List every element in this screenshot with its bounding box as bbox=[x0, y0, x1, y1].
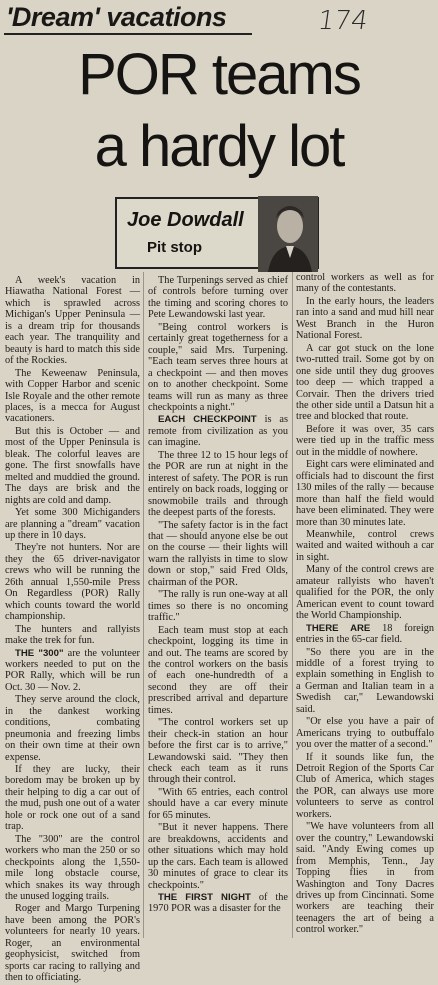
kicker: 'Dream' vacations bbox=[6, 2, 227, 32]
paragraph: "Being control workers is certainly great togetherness for a couple," said Mrs. Turpening. "Each team serves three hours at a checkpoint — and then moves on to another checkpoint. Some teams will run as many as three checkpoints a night." bbox=[148, 321, 288, 413]
paragraph: "With 65 entries, each control should have a car every minute for 65 minutes. bbox=[148, 786, 288, 821]
page-number: 174 bbox=[315, 6, 370, 36]
paragraph: The three 12 to 15 hour legs of the POR are run at night in the interest of safety. The POR is run entirely on back roads, logging or snowmobile trails and through the deepest parts of the forests. bbox=[148, 449, 288, 519]
paragraph: Many of the control crews are amateur rallyists who haven't qualified for the POR, the only American event to count toward the World Championship. bbox=[296, 564, 434, 622]
paragraph: "So there you are in the middle of a forest trying to explain something in English to a German and Italian team in a Swedish car," Lewandowski said. bbox=[296, 646, 434, 715]
paragraph: The Keweenaw Peninsula, with Copper Harbor and scenic Isle Royale and the other remote places, is a mecca for August vacationers. bbox=[5, 367, 140, 425]
paragraph: They serve around the clock, in the dankest working conditions, combating pneumonia and freezing limbs on their own time at their own expense. bbox=[5, 694, 140, 763]
paragraph: "We have volunteers from all over the country," Lewandowski said. "Andy Ewing comes up from Memphis, Tenn., Jay Topping flies in from Washington and Tony Dacres drives up from Cincinnati. Some workers are teaching their teenagers the art of being a control worker." bbox=[296, 821, 434, 936]
paragraph: Eight cars were eliminated and officials had to discount the first 130 miles of the rally — because more than half the field would have been eliminated. They were more than 30 minutes late. bbox=[296, 459, 434, 528]
paragraph: The hunters and rallyists make the trek for fun. bbox=[5, 623, 140, 647]
paragraph-text: of the 1970 POR was a disaster for the bbox=[148, 892, 289, 915]
paragraph: The "300" are the control workers who man the 250 or so checkpoints along the 1,550-mile long obstacle course, which snakes its way through the unused logging trails. bbox=[5, 833, 140, 903]
paragraph: Before it was over, 35 cars were tied up in the traffic mess out in the middle of nowhere. bbox=[296, 423, 434, 458]
paragraph-text: is as remote from civilization as you can imagine. bbox=[148, 414, 288, 449]
paragraph: control workers as well as for many of the contestants. bbox=[296, 272, 434, 295]
paragraph: Each team must stop at each checkpoint, logging its time in and out. The teams are scored by the control workers on the basis of each one-hundredth of a second they are off their prescribed arrival and departure times. bbox=[148, 624, 288, 716]
paragraph-text: are the volunteer workers needed to put on the POR Rally, which will be run Oct. 30 — Nov. 2. bbox=[5, 647, 140, 693]
paragraph bbox=[296, 623, 434, 646]
column-divider bbox=[143, 272, 144, 938]
paragraph: "Or else you have a pair of Americans trying to outbuffalo you over the matter of a second." bbox=[296, 716, 434, 751]
article-column-2 bbox=[148, 275, 288, 916]
paragraph: Roger and Margo Turpening have been among the POR's volunteers for nearly 10 years. Roger, an environmental geophysicist, switched from sports car racing to rallying and then to officiating. bbox=[5, 903, 140, 984]
paragraph: Yet some 300 Michiganders are planning a "dream" vacation up there in 10 days. bbox=[5, 507, 140, 541]
subhead: THE "300" bbox=[15, 647, 64, 659]
paragraph: But this is October — and most of the Upper Peninsula is bleak. The colorful leaves are gone. The first snowfalls have melted and muddied the ground. The days are brisk and the nights are cold and damp. bbox=[5, 425, 140, 506]
paragraph: "The rally is run one-way at all times so there is no oncoming traffic." bbox=[148, 589, 288, 624]
paragraph: "The control workers set up their check-in station an hour before the first car is to arrive," Lewandowski said. "They then check each team as it runs through their control. bbox=[148, 717, 288, 786]
byline-column: Pit stop bbox=[147, 239, 202, 256]
paragraph: In the early hours, the leaders ran into a sand and mud hill near West Branch in the Huron National Forest. bbox=[296, 295, 434, 342]
paragraph-text: 18 foreign entries in the 65-car field. bbox=[296, 622, 434, 646]
byline-name: Joe Dowdall bbox=[127, 209, 244, 231]
paragraph: The Turpenings served as chief of controls before turning over the timing and scoring chores to Pete Lewandowski last year. bbox=[148, 275, 288, 321]
kicker-rule bbox=[4, 33, 252, 35]
paragraph: "But it never happens. There are breakdowns, accidents and other situations which may hold up the cars. Each team is allowed 30 minutes of grace to clear its checkpoints." bbox=[148, 822, 288, 891]
subhead: THE FIRST NIGHT bbox=[158, 892, 251, 904]
paragraph: If they are lucky, their boredom may be broken up by their helping to dig a car out of the mud, push one out of a water hole or rock one out of a sand trap. bbox=[5, 764, 140, 833]
paragraph: Meanwhile, control crews waited and waited withouh a car in sight. bbox=[296, 528, 434, 563]
paragraph: A week's vacation in Hiawatha National Forest — which is sprawled across Michigan's Upper Peninsula — is a dream trip for thousands each year. The tranquility and beauty is hard to match this side of the Rockies. bbox=[5, 275, 140, 367]
headline-line-2: a hardy lot bbox=[94, 114, 344, 179]
article-column-3 bbox=[296, 272, 434, 937]
subhead: THERE ARE bbox=[306, 622, 371, 634]
paragraph: They're not hunters. Nor are they the 65 driver-navigator crews who will be running the 26th annual 1,550-mile Press On Regardless (POR) Rally which counts toward the world championship. bbox=[5, 542, 140, 623]
subhead: EACH CHECKPOINT bbox=[158, 414, 257, 426]
column-divider bbox=[292, 272, 293, 938]
headline-line-1: POR teams bbox=[78, 42, 360, 107]
paragraph bbox=[148, 414, 288, 448]
columnist-portrait-icon bbox=[258, 196, 318, 272]
paragraph: "The safety factor is in the fact that — should anyone else be out on the course — their lights will warn the rallyists in time to slow down or stop," said Fred Olds, chairman of the POR. bbox=[148, 519, 288, 588]
paragraph: A car got stuck on the lone two-rutted trail. Some got by on one side until they dug grooves too deep — which trapped a Corvair. Then the drivers tried the other side until a Datsun hit a tree and blocked that route. bbox=[296, 342, 434, 423]
article-column-1 bbox=[5, 275, 140, 985]
paragraph bbox=[5, 648, 140, 694]
paragraph: If it sounds like fun, the Detroit Region of the Sports Car Club of America, which stages the POR, can always use more volunteers to serve as control workers. bbox=[296, 751, 434, 820]
paragraph bbox=[148, 892, 288, 915]
